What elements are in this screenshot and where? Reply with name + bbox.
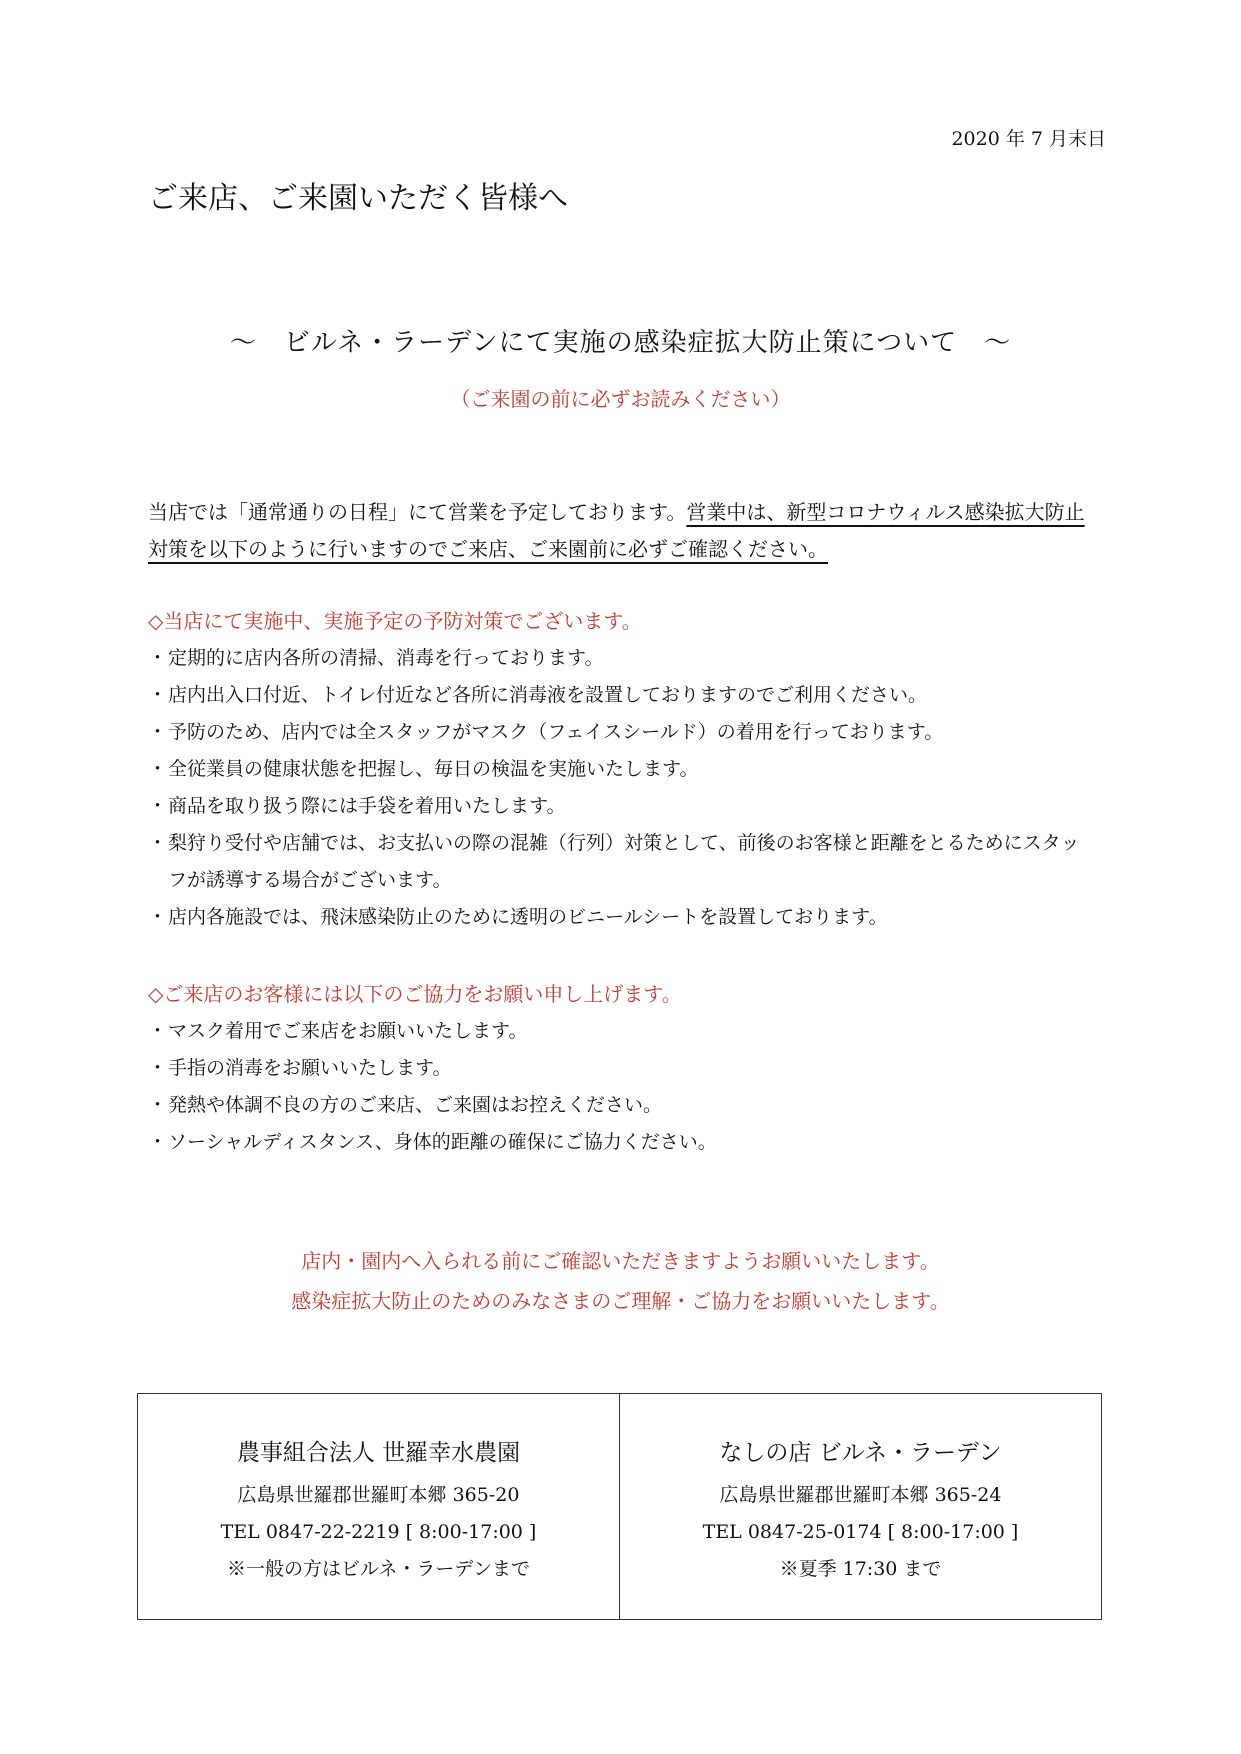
list-item xyxy=(148,788,1098,825)
list-item xyxy=(148,1050,1098,1087)
contact-note: ※一般の方はビルネ・ラーデンまで xyxy=(226,1558,531,1580)
notice-subtitle: （ご来園の前に必ずお読みください） xyxy=(450,387,791,411)
list-item-text: ソーシャルディスタンス、身体的距離の確保にご協力ください。 xyxy=(168,1131,717,1153)
intro-paragraph xyxy=(148,494,1098,568)
list-item-text: 予防のため、店内では全スタッフがマスク（フェイスシールド）の着用を行っております。 xyxy=(168,721,944,743)
contact-address: 広島県世羅郡世羅町本郷 365-24 xyxy=(719,1484,1002,1506)
bullet-mark: ・ xyxy=(148,1020,168,1042)
requests-section xyxy=(148,976,1098,1161)
requests-heading: ◇ご来店のお客様には以下のご協力をお願い申し上げます。 xyxy=(148,982,682,1006)
list-item-text: 全従業員の健康状態を把握し、毎日の検温を実施いたします。 xyxy=(168,758,699,780)
bullet-mark: ・ xyxy=(148,647,168,669)
list-item-text: 定期的に店内各所の清掃、消毒を行っております。 xyxy=(168,647,604,669)
list-item-text: 手指の消毒をお願いいたします。 xyxy=(168,1057,452,1079)
requests-list xyxy=(148,1013,1098,1161)
contact-cell-farm xyxy=(138,1394,619,1619)
bullet-mark: ・ xyxy=(148,1131,168,1153)
intro-plain-text: 当店では「通常通りの日程」にて営業を予定しております。 xyxy=(148,500,687,524)
list-item xyxy=(148,1124,1098,1161)
list-item-text: 店内出入口付近、トイレ付近など各所に消毒液を設置しておりますのでご利用ください。 xyxy=(168,684,928,706)
list-item xyxy=(148,640,1098,677)
contact-name: 農事組合法人 世羅幸水農園 xyxy=(236,1440,521,1466)
measures-heading: ◇当店にて実施中、実施予定の予防対策でございます。 xyxy=(148,609,642,633)
measures-section xyxy=(148,603,1098,936)
contact-tel: TEL 0847-22-2219 [ 8:00-17:00 ] xyxy=(220,1521,537,1543)
closing-line-1: 店内・園内へ入られる前にご確認いただきますようお願いいたします。 xyxy=(301,1249,940,1273)
bullet-mark: ・ xyxy=(148,684,168,706)
bullet-mark: ・ xyxy=(148,1057,168,1079)
list-item-text: 店内各施設では、飛沫感染防止のために透明のビニールシートを設置しております。 xyxy=(168,906,888,928)
list-item xyxy=(148,677,1098,714)
contact-table xyxy=(137,1393,1102,1620)
intro-underlined-text: 営業中は、新型コロナウィルス感染拡大防止対策を以下のように行いますのでご来店、ご来園前に必ずご確認ください。 xyxy=(148,500,1085,561)
bullet-mark: ・ xyxy=(148,832,168,854)
list-item-text: 商品を取り扱う際には手袋を着用いたします。 xyxy=(168,795,566,817)
list-item xyxy=(148,825,1098,899)
bullet-mark: ・ xyxy=(148,758,168,780)
closing-message xyxy=(0,1241,1241,1321)
list-item xyxy=(148,1087,1098,1124)
contact-note: ※夏季 17:30 まで xyxy=(779,1558,942,1580)
list-item xyxy=(148,899,1098,936)
list-item-text: 発熱や体調不良の方のご来店、ご来園はお控えください。 xyxy=(168,1094,663,1116)
list-item xyxy=(148,751,1098,788)
bullet-mark: ・ xyxy=(148,721,168,743)
bullet-mark: ・ xyxy=(148,795,168,817)
notice-title: ～ ビルネ・ラーデンにて実施の感染症拡大防止策について ～ xyxy=(229,328,1012,358)
list-item xyxy=(148,1013,1098,1050)
bullet-mark: ・ xyxy=(148,906,168,928)
contact-cell-shop xyxy=(619,1394,1101,1619)
contact-name: なしの店 ビルネ・ラーデン xyxy=(719,1440,1002,1466)
document-date: 2020 年 7 月末日 xyxy=(951,128,1106,150)
list-item-text: マスク着用でご来店をお願いいたします。 xyxy=(168,1020,528,1042)
measures-list xyxy=(148,640,1098,936)
closing-line-2: 感染症拡大防止のためのみなさまのご理解・ご協力をお願いいたします。 xyxy=(291,1289,950,1313)
list-item-text: 梨狩り受付や店舗では、お支払いの際の混雑（行列）対策として、前後のお客様と距離をとるためにスタッフが誘導する場合がございます。 xyxy=(168,832,1080,891)
contact-address: 広島県世羅郡世羅町本郷 365-20 xyxy=(237,1484,520,1506)
list-item xyxy=(148,714,1098,751)
contact-tel: TEL 0847-25-0174 [ 8:00-17:00 ] xyxy=(702,1521,1019,1543)
greeting-heading: ご来店、ご来園いただく皆様へ xyxy=(148,181,568,216)
bullet-mark: ・ xyxy=(148,1094,168,1116)
